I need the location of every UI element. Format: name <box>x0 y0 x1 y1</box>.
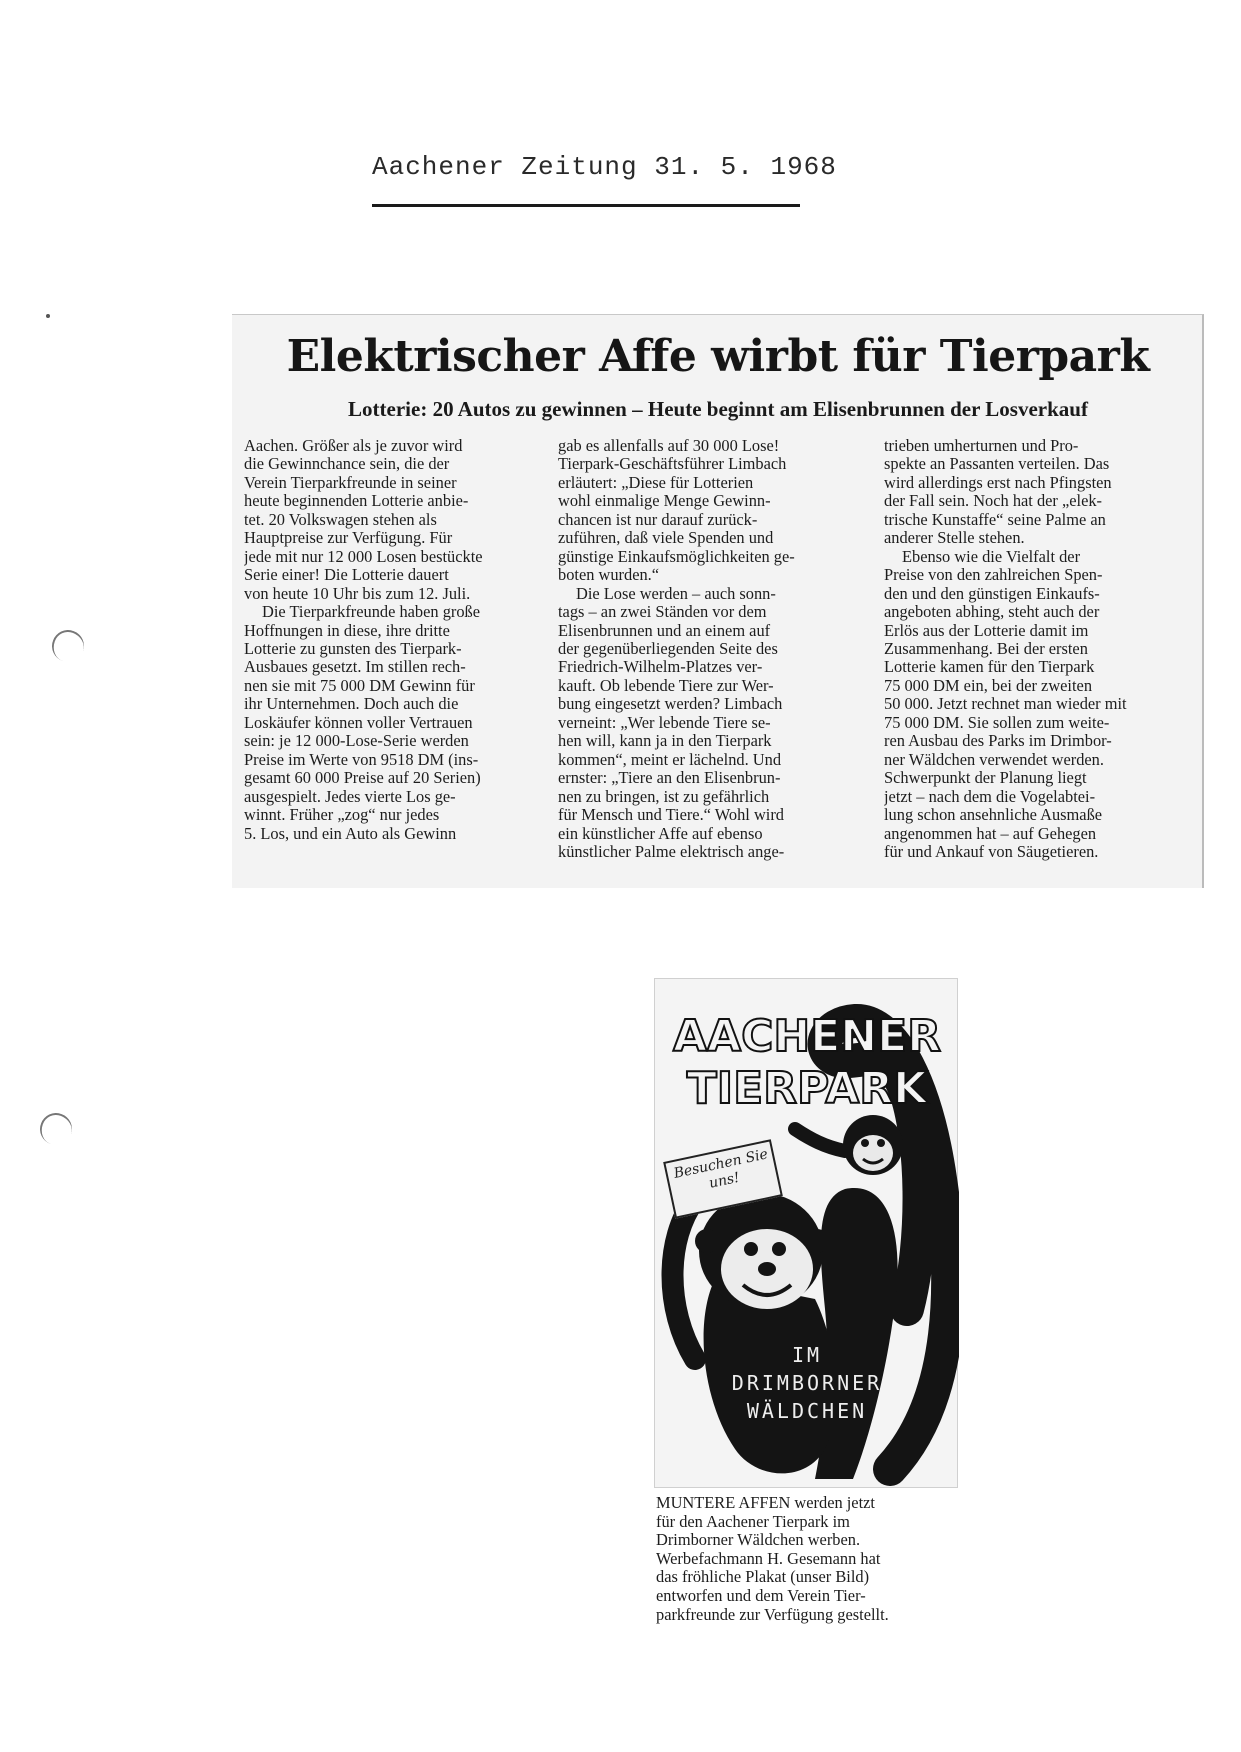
text-line: nen sie mit 75 000 DM Gewinn für <box>244 676 475 695</box>
text-line: Die Lose werden – auch sonn- <box>576 584 776 603</box>
text-line: kauft. Ob lebende Tiere zur Wer- <box>558 676 774 695</box>
text-line: Preise im Werte von 9518 DM (ins- <box>244 750 479 769</box>
text-line: tet. 20 Volkswagen stehen als <box>244 510 437 529</box>
article-headline: Elektrischer Affe wirbt für Tierpark <box>286 331 1150 382</box>
text-line: trische Kunstaffe“ seine Palme an <box>884 510 1106 529</box>
text-line: nen zu bringen, ist zu gefährlich <box>558 787 770 806</box>
text-line: jetzt – nach dem die Vogelabtei- <box>884 787 1096 806</box>
text-line: Die Tierparkfreunde haben große <box>262 603 481 622</box>
text-line: Ausbaues gesetzt. Im stillen rech- <box>244 658 466 677</box>
caption-line: entworfen und dem Verein Tier- <box>656 1585 866 1605</box>
article-clipping <box>232 314 1204 888</box>
article-column-1 <box>244 437 542 843</box>
text-line: Hoffnungen in diese, ihre dritte <box>244 621 450 640</box>
caption-line: MUNTERE AFFEN werden jetzt <box>656 1493 875 1512</box>
text-line: 75 000 DM. Sie sollen zum weite- <box>884 713 1110 732</box>
text-line: der Fall sein. Noch hat der „elek- <box>884 492 1103 511</box>
text-line: bung eingesetzt werden? Limbach <box>558 695 783 714</box>
text-line: die Gewinnchance sein, die der <box>244 455 450 474</box>
poster-caption <box>656 1494 956 1624</box>
caption-line: Drimborner Wäldchen werben. <box>656 1530 861 1550</box>
text-line: wohl einmalige Menge Gewinn- <box>558 492 771 511</box>
text-line: für und Ankauf von Säugetieren. <box>884 842 1099 861</box>
text-line: sein: je 12 000-Lose-Serie werden <box>244 732 469 751</box>
text-line: lung schon ansehnliche Ausmaße <box>884 806 1103 825</box>
text-line: Elisenbrunnen und an einem auf <box>558 621 771 640</box>
text-line: boten wurden.“ <box>558 566 660 585</box>
text-line: ihr Unternehmen. Doch auch die <box>244 695 459 714</box>
text-line: ernster: „Tiere an den Elisenbrun- <box>558 769 781 788</box>
text-line: gab es allenfalls auf 30 000 Lose! <box>558 437 780 455</box>
text-line: Loskäufer können voller Vertrauen <box>244 713 473 732</box>
text-line: ausgespielt. Jedes vierte Los ge- <box>244 787 456 806</box>
sign-text: Besuchen Sie uns! <box>672 1146 770 1192</box>
paper-speck <box>46 314 50 318</box>
text-line: Zusammenhang. Bei der ersten <box>884 639 1088 658</box>
caption-line: parkfreunde zur Verfügung gestellt. <box>656 1604 889 1624</box>
text-line: Schwerpunkt der Planung liegt <box>884 769 1087 788</box>
text-line: winnt. Früher „zog“ nur jedes <box>244 806 440 825</box>
text-line: Hauptpreise zur Verfügung. Für <box>244 529 453 548</box>
text-line: Erlös aus der Lotterie damit im <box>884 621 1089 640</box>
text-line: zuführen, daß viele Spenden und <box>558 529 774 548</box>
text-line: ein künstlicher Affe auf ebenso <box>558 824 763 843</box>
text-line: Tierpark-Geschäftsführer Limbach <box>558 455 787 474</box>
poster-place-line-1: IM <box>791 1343 823 1367</box>
text-line: angeboten abhing, steht auch der <box>884 603 1100 622</box>
archive-source-line: Aachener Zeitung 31. 5. 1968 <box>372 152 837 182</box>
text-line: Preise von den zahlreichen Spen- <box>884 566 1103 585</box>
text-line: Verein Tierparkfreunde in seiner <box>244 473 457 492</box>
text-line: erläutert: „Diese für Lotterien <box>558 473 754 492</box>
text-line: der gegenüberliegenden Seite des <box>558 639 778 658</box>
text-line: trieben umherturnen und Pro- <box>884 437 1079 455</box>
article-subheadline: Lotterie: 20 Autos zu gewinnen – Heute beginnt am Elisenbrunnen der Losverkauf <box>348 397 1088 421</box>
text-line: verneint: „Wer lebende Tiere se- <box>558 713 771 732</box>
caption-line: für den Aachener Tierpark im <box>656 1511 850 1531</box>
text-line: Serie einer! Die Lotterie dauert <box>244 566 449 585</box>
text-line: künstlicher Palme elektrisch ange- <box>558 842 785 861</box>
text-line: hen will, kann ja in den Tierpark <box>558 732 772 751</box>
text-line: ren Ausbau des Parks im Drimbor- <box>884 732 1112 751</box>
text-line: den und den günstigen Einkaufs- <box>884 584 1100 603</box>
header-underline <box>372 204 800 207</box>
text-line: tags – an zwei Ständen vor dem <box>558 603 767 622</box>
poster-title-line-1: AACHENER <box>672 1011 942 1062</box>
text-line: heute beginnenden Lotterie anbie- <box>244 492 469 511</box>
article-column-2 <box>558 437 856 861</box>
text-line: 5. Los, und ein Auto als Gewinn <box>244 824 457 843</box>
text-line: Friedrich-Wilhelm-Platzes ver- <box>558 658 763 677</box>
article-column-3 <box>884 437 1182 861</box>
caption-line: das fröhliche Plakat (unser Bild) <box>656 1567 870 1587</box>
text-line: wird allerdings erst nach Pfingsten <box>884 473 1112 492</box>
text-line: von heute 10 Uhr bis zum 12. Juli. <box>244 584 471 603</box>
text-line: für Mensch und Tiere.“ Wohl wird <box>558 806 785 825</box>
caption-line: Werbefachmann H. Gesemann hat <box>656 1548 881 1568</box>
text-line: Lotterie kamen für den Tierpark <box>884 658 1095 677</box>
text-line: anderer Stelle stehen. <box>884 529 1025 548</box>
text-line: gesamt 60 000 Preise auf 20 Serien) <box>244 769 481 788</box>
text-line: ner Wäldchen verwendet werden. <box>884 750 1104 769</box>
punch-hole-mark <box>47 625 88 666</box>
text-line: kommen“, meint er lächelnd. Und <box>558 750 782 769</box>
poster-place-line-2: DRIMBORNER <box>731 1371 883 1395</box>
punch-hole-mark <box>35 1108 76 1149</box>
text-line: angenommen hat – auf Gehegen <box>884 824 1097 843</box>
text-line: günstige Einkaufsmöglichkeiten ge- <box>558 547 795 566</box>
poster-title-line-2: TIERPARK <box>686 1063 928 1114</box>
text-line: 75 000 DM ein, bei der zweiten <box>884 676 1093 695</box>
text-line: Lotterie zu gunsten des Tierpark- <box>244 639 462 658</box>
text-line: jede mit nur 12 000 Losen bestückte <box>244 547 483 566</box>
text-line: Ebenso wie die Vielfalt der <box>902 547 1081 566</box>
poster-image <box>654 978 958 1488</box>
text-line: chancen ist nur darauf zurück- <box>558 510 758 529</box>
text-line: Aachen. Größer als je zuvor wird <box>244 437 463 455</box>
text-line: 50 000. Jetzt rechnet man wieder mit <box>884 695 1127 714</box>
text-line: spekte an Passanten verteilen. Das <box>884 455 1110 474</box>
poster-place-line-3: WÄLDCHEN <box>746 1399 868 1423</box>
